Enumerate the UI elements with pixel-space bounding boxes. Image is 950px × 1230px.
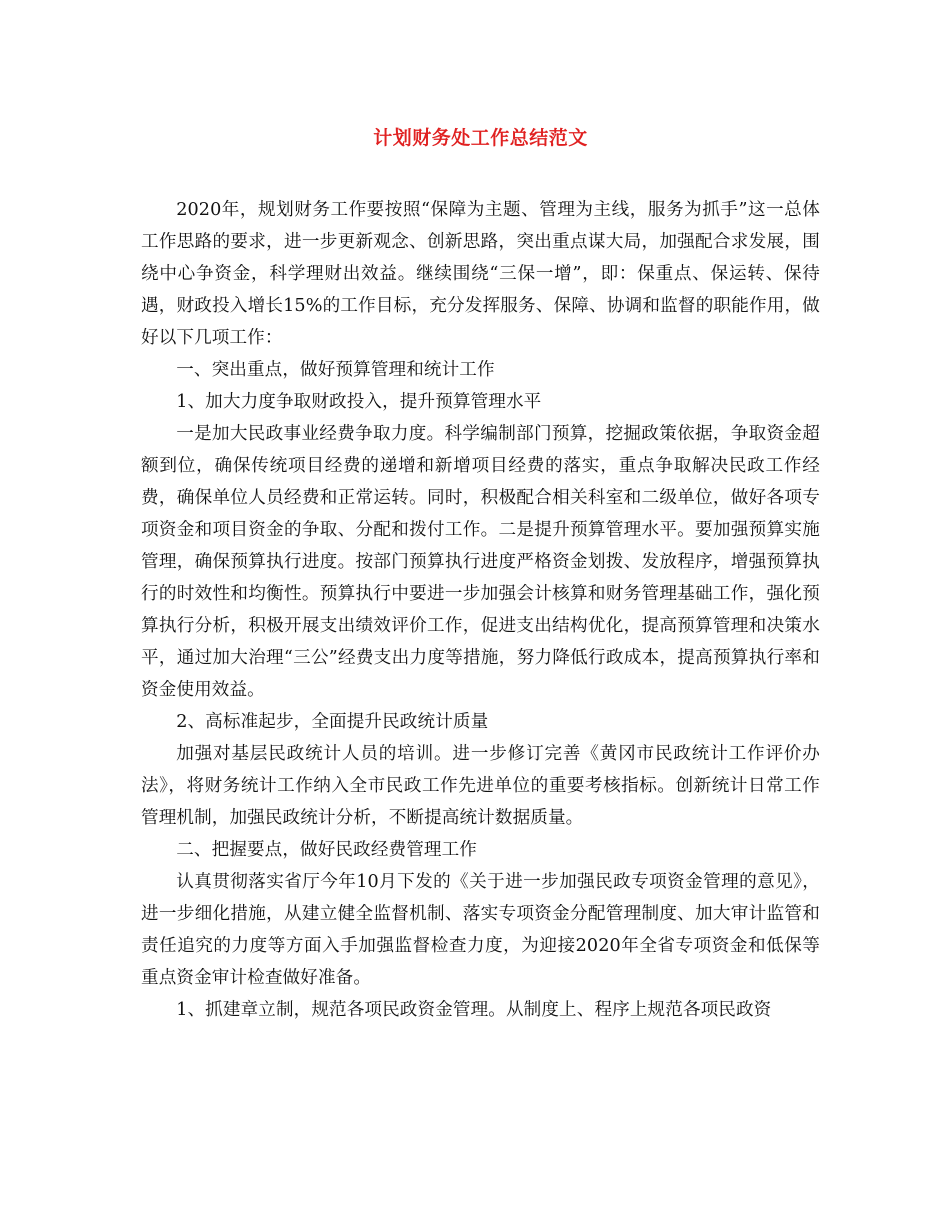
section-heading-2: 二、把握要点，做好民政经费管理工作 [176,840,477,860]
subsection-heading-1-2: 2、高标准起步，全面提升民政统计质量 [176,712,489,732]
section-heading-1: 一、突出重点，做好预算管理和统计工作 [176,360,495,380]
subsection-heading-1-1: 1、加大力度争取财政投入，提升预算管理水平 [176,392,542,412]
paragraph-fund-management: 认真贯彻落实省厅今年10月下发的《关于进一步加强民政专项资金管理的意见》，进一步细化措施，从建立健全监督机制、落实专项资金分配管理制度、加大审计监管和责任追究的力度等方面入手加强监督检查力度，为迎接2020年全省专项资金和低保等重点资金审计检查做好准备。 [141,872,820,988]
paragraph-intro: 2020年，规划财务工作要按照“保障为主题、管理为主线，服务为抓手”这一总体工作思路的要求，进一步更新观念、创新思路，突出重点谋大局，加强配合求发展，围绕中心争资金，科学理财出效益。继续围绕“三保一增”，即：保重点、保运转、保待遇，财政投入增长15%的工作目标，充分发挥服务、保障、协调和监督的职能作用，做好以下几项工作： [141,200,820,348]
document-title: 计划财务处工作总结范文 [373,127,588,149]
paragraph-budget: 一是加大民政事业经费争取力度。科学编制部门预算，挖掘政策依据，争取资金超额到位，确保传统项目经费的递增和新增项目经费的落实，重点争取解决民政工作经费，确保单位人员经费和正常运转。同时，积极配合相关科室和二级单位，做好各项专项资金和项目资金的争取、分配和拨付工作。二是提升预算管理水平。要加强预算实施管理，确保预算执行进度。按部门预算执行进度严格资金划拨、发放程序，增强预算执行的时效性和均衡性。预算执行中要进一步加强会计核算和财务管理基础工作，强化预算执行分析，积极开展支出绩效评价工作，促进支出结构优化，提高预算管理和决策水平，通过加大治理“三公”经费支出力度等措施，努力降低行政成本，提高预算执行率和资金使用效益。 [141,424,820,700]
paragraph-regulations: 1、抓建章立制，规范各项民政资金管理。从制度上、程序上规范各项民政资 [176,1000,772,1020]
paragraph-statistics: 加强对基层民政统计人员的培训。进一步修订完善《黄冈市民政统计工作评价办法》，将财务统计工作纳入全市民政工作先进单位的重要考核指标。创新统计日常工作管理机制，加强民政统计分析，不断提高统计数据质量。 [141,744,820,828]
